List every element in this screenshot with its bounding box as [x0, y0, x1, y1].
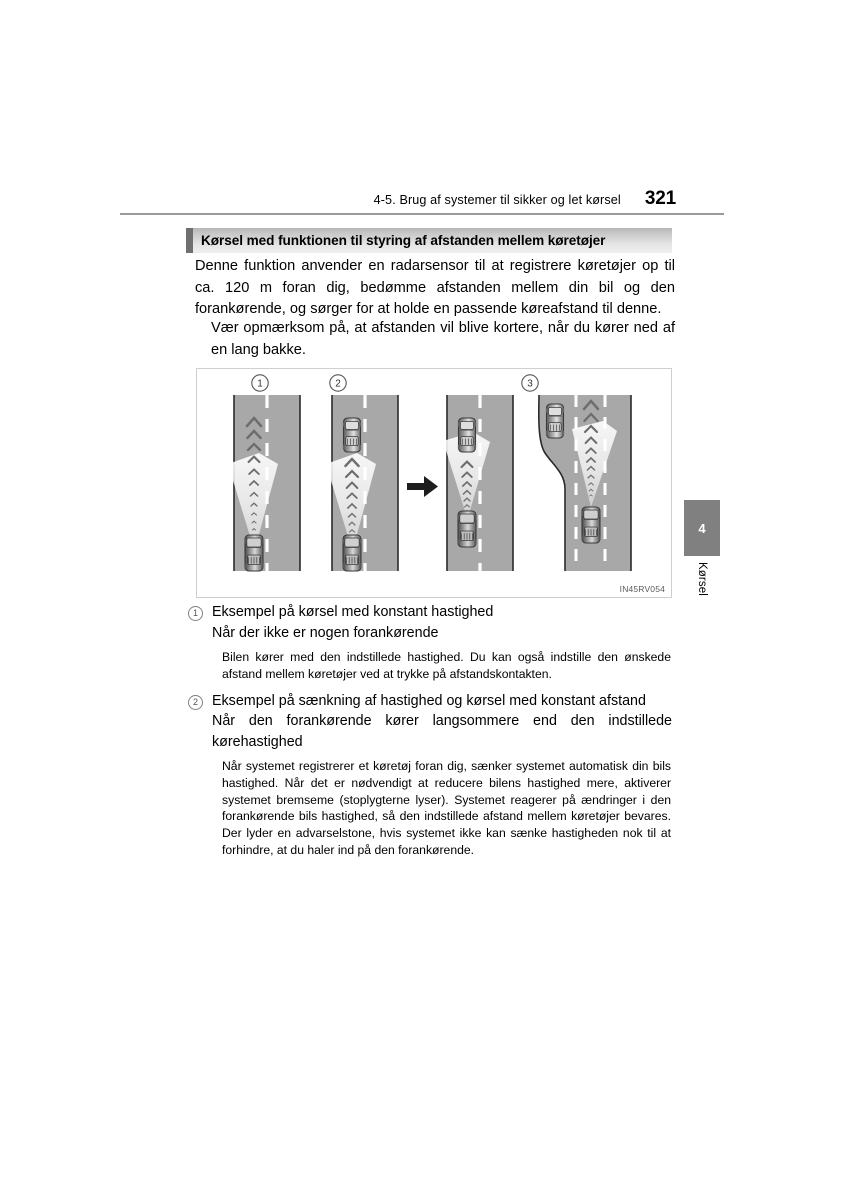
figure-svg	[197, 369, 671, 597]
callout-title-2: Eksempel på sænkning af hastighed og kørsel med konstant afstand	[212, 692, 646, 709]
callout-marker-1: 1	[188, 606, 203, 621]
panel-2a-approaching	[326, 375, 398, 571]
ego-car-2b	[457, 511, 476, 547]
chapter-tab-label: Kørsel	[696, 562, 708, 596]
section-heading-band	[186, 228, 672, 253]
callout-item-1	[188, 602, 672, 689]
lead-car-2b	[458, 418, 476, 452]
running-head-title: 4-5. Brug af systemer til sikker og let kørsel	[373, 193, 621, 207]
section-heading-text: Kørsel med funktionen til styring af afstanden mellem køretøjer	[201, 233, 606, 248]
section-heading-accent-bar	[186, 228, 193, 253]
figure-reference-code: IN45RV054	[619, 584, 665, 594]
page-number: 321	[644, 188, 676, 209]
callout-detail-1: Bilen kører med den indstillede hastighed. Du kan også indstille den ønskede afstand mellem køretøjer ved at trykke på afstandskontakten.	[222, 650, 671, 681]
callout-marker-2: 2	[188, 695, 203, 710]
transition-arrow-icon	[407, 476, 438, 497]
panel-1-constant-speed	[228, 375, 300, 571]
figure-adaptive-cruise-illustration	[196, 368, 672, 598]
figure-callout-1-label: 1	[257, 378, 263, 390]
exiting-car-3	[546, 404, 564, 438]
ego-car-3	[581, 507, 600, 543]
callout-item-2	[188, 691, 672, 865]
callout-subtitle-2: Når den forankørende kører langsommere end den indstillede kørehastighed	[212, 713, 672, 750]
intro-paragraph: Denne funktion anvender en radarsensor til at registrere køretøjer op til ca. 120 m foran dig, bedømme afstanden mellem din bil og den forankørende, og sørger for at holde en passende køreafstand til denne.	[195, 258, 675, 317]
callout-body-2	[212, 691, 672, 865]
callout-body-1	[212, 602, 672, 689]
header-divider	[120, 213, 724, 215]
panel-2b-following	[443, 395, 513, 571]
callout-detail-2: Når systemet registrerer et køretøj foran dig, sænker systemet automatisk din bils hastighed. Når det er nødvendigt at reducere bilens hastighed mere, aktiverer systemet bremseme (stoplygterne lyser). Systemet reagerer på ændringer i den forankørende bils hastighed, så den indstillede afstand mellem køretøjer bevares. Der lyder en advarselstone, hvis systemet ikke kan sænke hastigheden nok til at forhindre, at du haler ind på den forankørende.	[222, 759, 671, 858]
chapter-tab-number: 4	[684, 500, 720, 556]
panel-3-cut-out	[522, 375, 631, 571]
callout-title-1: Eksempel på kørsel med konstant hastighed	[212, 604, 494, 620]
note-paragraph: Vær opmærksom på, at afstanden vil blive kortere, når du kører ned af en lang bakke.	[211, 320, 675, 358]
ego-car-1	[244, 535, 263, 571]
running-head	[120, 188, 676, 210]
figure-callout-3-label: 3	[527, 378, 533, 390]
callout-subtitle-1: Når der ikke er nogen forankørende	[212, 624, 439, 641]
ego-car-2a	[342, 535, 361, 571]
figure-callout-2-label: 2	[335, 378, 341, 390]
chapter-tab-label-wrap	[684, 562, 720, 622]
lead-car-2a	[343, 418, 361, 452]
callout-list	[188, 602, 672, 865]
